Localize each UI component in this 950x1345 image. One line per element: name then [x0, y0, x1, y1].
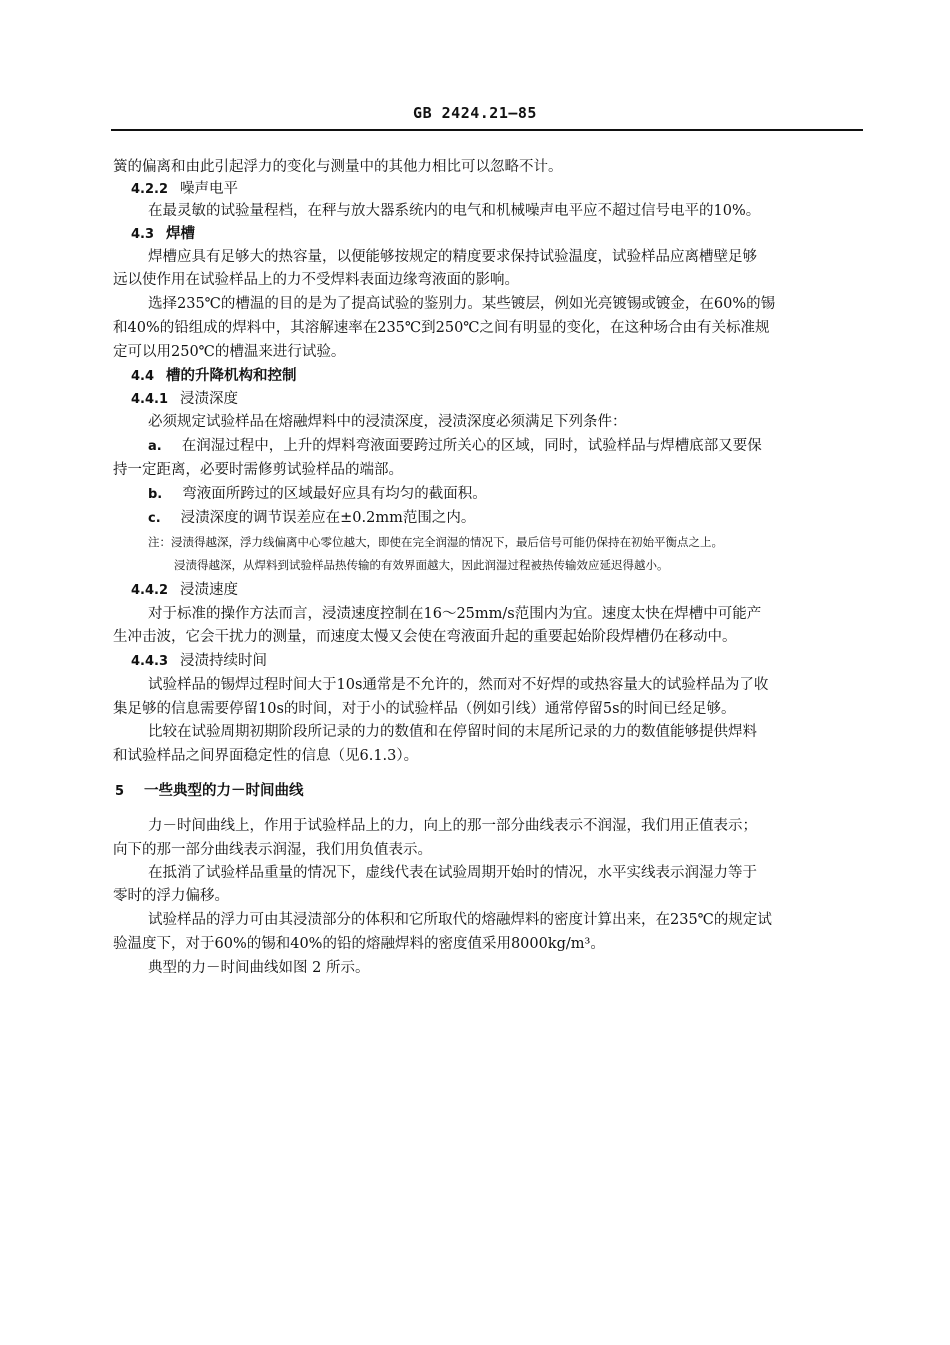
text-line: 远以使作用在试验样品上的力不受焊料表面边缘弯液面的影响。: [113, 272, 519, 288]
text-line: 试验样品的锡焊过程时间大于10s通常是不允许的，然而对不好焊的或热容量大的试验样品为了收: [148, 677, 769, 693]
text-line: 定可以用250℃的槽温来进行试验。: [113, 344, 346, 360]
section-title: 浸渍深度: [180, 391, 239, 407]
note-label: 注：: [148, 535, 171, 549]
section-number: 4.4.1: [131, 392, 169, 407]
text-line: 零时的浮力偏移。: [113, 888, 229, 904]
section-heading-4-3: [131, 224, 195, 245]
section-title: 浸渍速度: [180, 582, 239, 598]
text-line: 向下的那一部分曲线表示润湿，我们用负值表示。: [113, 842, 432, 858]
text-line: 集足够的信息需要停留10s的时间，对于小的试验样品（例如引线）通常停留5s的时间已经足够。: [113, 701, 736, 717]
document-header: GB 2424.21—85: [413, 104, 537, 122]
note-line: 浸渍得越深，从焊料到试验样品热传输的有效界面越大，因此润湿过程被热传输效应延迟得越小。: [174, 558, 669, 572]
section-title: 槽的升降机构和控制: [166, 367, 297, 384]
section-title: 浸渍持续时间: [180, 653, 268, 669]
note-text: 浸渍得越深，浮力线偏离中心零位越大，即使在完全润湿的情况下，最后信号可能仍保持在初始平衡点之上。: [171, 535, 723, 549]
text-line: 试验样品的浮力可由其浸渍部分的体积和它所取代的熔融焊料的密度计算出来，在235℃的规定试: [148, 912, 772, 928]
list-text: 弯液面所跨过的区域最好应具有均匀的截面积。: [182, 486, 487, 502]
text-line: 在抵消了试验样品重量的情况下，虚线代表在试验周期开始时的情况，水平实线表示润湿力等于: [148, 865, 757, 881]
section-title: 焊槽: [166, 225, 196, 242]
list-text: 浸渍深度的调节误差应在±0.2mm范围之内。: [180, 510, 476, 526]
section-heading-4-4-1: [131, 389, 238, 410]
text-line: 生冲击波，它会干扰力的测量，而速度太慢又会使在弯液面升起的重要起始阶段焊槽仍在移动中。: [113, 629, 737, 645]
section-number: 4.4: [131, 369, 155, 384]
text-line: 典型的力－时间曲线如图 2 所示。: [148, 960, 370, 976]
list-marker: b.: [148, 487, 163, 502]
text-line: 持一定距离，必要时需修剪试验样品的端部。: [113, 462, 403, 478]
note-line: [148, 532, 723, 552]
text-line: 力－时间曲线上，作用于试验样品上的力，向上的那一部分曲线表示不润湿，我们用正值表示；: [148, 818, 757, 834]
text-line: 和试验样品之间界面稳定性的信息（见6.1.3）。: [113, 748, 419, 764]
list-marker: a.: [148, 439, 162, 454]
list-item-b: [148, 484, 487, 505]
list-item-c: [148, 508, 475, 529]
section-title: 一些典型的力－时间曲线: [144, 782, 304, 799]
text-line: 在最灵敏的试验量程档，在秤与放大器系统内的电气和机械噪声电平应不超过信号电平的10%。: [148, 203, 761, 219]
section-heading-4-4-2: [131, 580, 238, 601]
text-line: 比较在试验周期初期阶段所记录的力的数值和在停留时间的末尾所记录的力的数值能够提供焊料: [148, 724, 757, 740]
section-title: 噪声电平: [180, 181, 239, 197]
text-line: 必须规定试验样品在熔融焊料中的浸渍深度，浸渍深度必须满足下列条件：: [148, 414, 627, 430]
text-line: 验温度下，对于60%的锡和40%的铅的熔融焊料的密度值采用8000kg/m³。: [113, 936, 605, 952]
text-line: 焊槽应具有足够大的热容量，以便能够按规定的精度要求保持试验温度，试验样品应离槽壁足够: [148, 249, 757, 265]
section-number: 4.4.3: [131, 654, 169, 669]
section-number: 4.3: [131, 227, 155, 242]
section-heading-4-4: [131, 366, 297, 387]
text-line: 选择235℃的槽温的目的是为了提高试验的鉴别力。某些镀层，例如光亮镀锡或镀金，在60%的锡: [148, 296, 776, 312]
text-line: 和40%的铅组成的焊料中，其溶解速率在235℃到250℃之间有明显的变化，在这种场合由有关标准规: [113, 320, 770, 336]
text-line: 簧的偏离和由此引起浮力的变化与测量中的其他力相比可以忽略不计。: [113, 159, 563, 175]
list-item-a: [148, 436, 762, 457]
section-number: 5: [115, 784, 125, 799]
text-line: 对于标准的操作方法而言，浸渍速度控制在16～25mm/s范围内为宜。速度太快在焊槽中可能产: [148, 606, 762, 622]
section-number: 4.4.2: [131, 583, 169, 598]
section-heading-4-4-3: [131, 651, 267, 672]
list-text: 在润湿过程中，上升的焊料弯液面要跨过所关心的区域，同时，试验样品与焊槽底部又要保: [181, 438, 762, 454]
section-heading-5: [115, 781, 304, 802]
header-rule: [111, 129, 863, 131]
list-marker: c.: [148, 511, 161, 526]
section-heading-4-2-2: [131, 179, 238, 200]
section-number: 4.2.2: [131, 182, 169, 197]
